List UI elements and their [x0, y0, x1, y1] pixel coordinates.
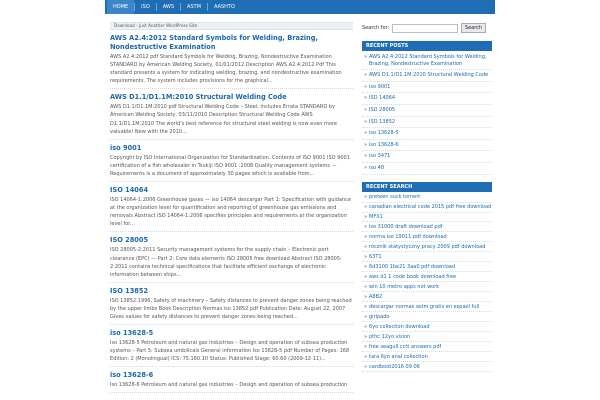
- bullet-icon: »: [363, 153, 368, 160]
- sidebar-link-label[interactable]: ISO 14064: [369, 95, 396, 102]
- sidebar-link-item[interactable]: [362, 262, 492, 272]
- sidebar-link-item[interactable]: [362, 362, 492, 372]
- sidebar-link-label[interactable]: tara 6yo anal collection: [369, 353, 428, 360]
- bullet-icon: »: [363, 83, 368, 90]
- bullet-icon: »: [363, 283, 368, 290]
- sidebar-link-label[interactable]: iso 31000 draft download pdf: [369, 223, 443, 230]
- sidebar-link-label[interactable]: rocznik statystyczny pracy 2009 pdf download: [369, 243, 486, 250]
- bullet-icon: »: [363, 293, 368, 300]
- sidebar: [362, 22, 492, 372]
- bullet-icon: »: [363, 343, 368, 350]
- sidebar-link-label[interactable]: 6yo collection download: [369, 323, 430, 330]
- bullet-icon: »: [363, 193, 368, 200]
- post-title-link[interactable]: ISO 14064: [110, 186, 149, 195]
- bullet-icon: »: [363, 106, 368, 113]
- post-title-link[interactable]: iso 13628-5: [110, 329, 154, 338]
- bullet-icon: »: [363, 54, 368, 60]
- bullet-icon: »: [363, 363, 368, 370]
- post-title-link[interactable]: ISO 28005: [110, 236, 149, 245]
- post-excerpt: AWS A2.4:2012 pdf Standard Symbols for Welding, Brazing, Nondestructive Examination STANDARD by American Welding Society, 01/01/2012 Description AWS A2.4:2012 Pdf This standard presents a system for indicating welding, brazing, and nondestructive examination requirements. The system includes provisions for the graphical...: [110, 53, 353, 89]
- bullet-icon: »: [363, 213, 368, 220]
- post: [110, 34, 353, 89]
- post-excerpt: ISO 13852:1996, Safety of machinery – Safety distances to prevent danger zones being reached by the upper limbs Book Description Normas iso 13852 pdf Publication Date: August 22, 2007 Gives values for safety distances to prevent danger zones being reached...: [110, 297, 353, 325]
- bullet-icon: »: [363, 72, 368, 79]
- post: [110, 144, 353, 182]
- sidebar-link-item[interactable]: [362, 140, 492, 152]
- sidebar-link-item[interactable]: [362, 232, 492, 242]
- bullet-icon: »: [363, 130, 368, 137]
- search-input[interactable]: [392, 24, 458, 33]
- post: [110, 371, 353, 393]
- sidebar-link-item[interactable]: [362, 222, 492, 232]
- sidebar-link-label[interactable]: ISO 13852: [369, 118, 396, 125]
- post-title-link[interactable]: ISO 13852: [110, 286, 149, 295]
- sidebar-link-item[interactable]: [362, 117, 492, 129]
- nav-astm[interactable]: ASTM: [187, 4, 201, 10]
- nav-home[interactable]: HOME: [107, 0, 134, 14]
- post-excerpt: ISO 14064-1:2006 Greenhouse gases — iso 14064 descargar Part 1: Specification with guidance at the organization level for quantification and reporting of greenhouse gas emissions and removals Abstract ISO 14064-1:2006 specifies principles and requirements at the organization level for...: [110, 196, 353, 232]
- sidebar-link-label[interactable]: A8B2: [369, 293, 383, 300]
- post-title-link[interactable]: iso 13628-6: [110, 371, 154, 380]
- sidebar-link-item[interactable]: [362, 322, 492, 332]
- sidebar-link-label[interactable]: ISO 28005: [369, 106, 396, 113]
- sidebar-link-label[interactable]: win 10 metro apps not work: [369, 283, 440, 290]
- sidebar-link-item[interactable]: [362, 193, 492, 203]
- sidebar-link-item[interactable]: [362, 352, 492, 362]
- sidebar-link-label[interactable]: AWS D1.1/D1.1M:2010 Structural Welding Code: [369, 72, 489, 79]
- sidebar-link-item[interactable]: [362, 252, 492, 262]
- sidebar-link-item[interactable]: [362, 213, 492, 223]
- bullet-icon: »: [363, 164, 368, 171]
- bullet-icon: »: [363, 303, 368, 310]
- bullet-icon: »: [363, 273, 368, 280]
- sidebar-link-item[interactable]: [362, 302, 492, 312]
- search-label: Search for:: [362, 25, 390, 31]
- recent-search-title: RECENT SEARCH: [362, 182, 492, 192]
- bullet-icon: »: [363, 333, 368, 340]
- sidebar-link-item[interactable]: [362, 128, 492, 140]
- sidebar-link-item[interactable]: [362, 52, 492, 70]
- sidebar-link-item[interactable]: [362, 312, 492, 322]
- sidebar-link-item[interactable]: [362, 292, 492, 302]
- bullet-icon: »: [363, 243, 368, 250]
- post-excerpt: ISO 28005-2:2011 Security management systems for the supply chain – Electronic port clearance (EPC) — Part 2: Core data elements ISO 28005 free download Abstract ISO 28005-2:2011 contains technical specifications that facilitate efficient exchange of electronic information between ships...: [110, 246, 353, 282]
- bullet-icon: »: [363, 233, 368, 240]
- post-excerpt: AWS D1.1/D1.1M:2010 pdf Structural Welding Code – Steel, Includes Errata STANDARD by American Welding Society, 03/11/2010 Description Structural Welding Code AWS D1.1/D1.1M:2010 The world's best reference for structural steel welding is now even more valuable! New with the 2010...: [110, 103, 353, 139]
- sidebar-link-item[interactable]: [362, 332, 492, 342]
- sidebar-link-item[interactable]: [362, 272, 492, 282]
- bullet-icon: »: [363, 118, 368, 125]
- post-excerpt: Iso 13628-5 Petroleum and natural gas industries – Design and operation of subsea production systems – Part 5: Subsea umbilicals General information Iso 13628-5 pdf Number of Pages: 168 Edition: 2 (Monolingual) ICS: 75.180.10 Status: Published Stage: 60.60 (2009-12-11)...: [110, 339, 353, 367]
- sidebar-link-label[interactable]: preteen suck torrent: [369, 193, 421, 200]
- bullet-icon: »: [363, 313, 368, 320]
- sidebar-link-item[interactable]: [362, 93, 492, 105]
- sidebar-link-item[interactable]: [362, 242, 492, 252]
- sidebar-link-label[interactable]: iso 48: [369, 164, 385, 171]
- bullet-icon: »: [363, 95, 368, 102]
- post-title-link[interactable]: AWS A2.4:2012 Standard Symbols for Welding, Brazing, Nondestructive Examination: [110, 34, 318, 51]
- post-excerpt: Copyright by ISO International Organization for Standardization. Contents of ISO 9001 ISO 9001 certification of a fish wholesaler in Tsukiji ISO 9001 :2008 Quality management systems — Requirements is a document of approximately 30 pages which is available from...: [110, 154, 353, 182]
- bullet-icon: »: [363, 253, 368, 260]
- sidebar-link-label[interactable]: AWS A2.4:2012 Standard Symbols for Welding, Brazing, Nondestructive Examination: [369, 54, 487, 67]
- post: [110, 186, 353, 232]
- sidebar-link-label[interactable]: pthc 12yo vision: [369, 333, 411, 340]
- bullet-icon: »: [363, 203, 368, 210]
- sidebar-link-label[interactable]: aws d1 1 code book download free: [369, 273, 457, 280]
- recent-posts-title: RECENT POSTS: [362, 41, 492, 51]
- sidebar-link-label[interactable]: iso 13628-5: [369, 130, 399, 137]
- sidebar-link-label[interactable]: 6d3100 1be21 3aa0 pdf download: [369, 263, 456, 270]
- sidebar-link-label[interactable]: free seagull cctt answers pdf: [369, 343, 442, 350]
- sidebar-link-item[interactable]: [362, 70, 492, 82]
- sidebar-link-item[interactable]: [362, 203, 492, 213]
- post: [110, 329, 353, 367]
- recent-search-list: [362, 193, 492, 373]
- sidebar-link-item[interactable]: [362, 105, 492, 117]
- sidebar-link-item[interactable]: [362, 342, 492, 352]
- sidebar-link-label[interactable]: MFX1: [369, 213, 383, 220]
- main-content: [110, 22, 353, 393]
- sidebar-link-label[interactable]: girlpado: [369, 313, 390, 320]
- bullet-icon: »: [363, 263, 368, 270]
- sidebar-link-item[interactable]: [362, 282, 492, 292]
- bullet-icon: »: [363, 223, 368, 230]
- sidebar-link-label[interactable]: iso 9001: [369, 83, 391, 90]
- sidebar-link-label[interactable]: norma iso 19011 pdf download: [369, 233, 447, 240]
- nav-aws[interactable]: AWS: [162, 4, 175, 10]
- sidebar-link-label[interactable]: 63T1: [369, 253, 382, 260]
- sidebar-link-label[interactable]: descargar normas astm gratis en espaol full: [369, 303, 480, 310]
- bullet-icon: »: [363, 323, 368, 330]
- sidebar-link-label[interactable]: canadian electrical code 2015 pdf free download: [369, 203, 492, 210]
- nav-aashto[interactable]: AASHTO: [214, 4, 235, 10]
- recent-posts-list: [362, 52, 492, 175]
- post-title-link[interactable]: iso 9001: [110, 143, 142, 152]
- search-button[interactable]: Search: [461, 23, 486, 33]
- post: [110, 236, 353, 282]
- search-form: [362, 22, 492, 34]
- bullet-icon: »: [363, 141, 368, 148]
- post: [110, 93, 353, 139]
- post-excerpt: Iso 13628-6 Petroleum and natural gas industries – Design and operation of subsea production: [110, 381, 353, 393]
- sidebar-link-label[interactable]: iso 3471: [369, 153, 391, 160]
- post-title-link[interactable]: AWS D1.1/D1.1M:2010 Structural Welding Code: [110, 93, 287, 102]
- nav-iso[interactable]: ISO: [141, 4, 150, 10]
- main-nav: [107, 0, 241, 14]
- sidebar-link-label[interactable]: iso 13628-6: [369, 141, 399, 148]
- page-container: [105, 14, 495, 400]
- sidebar-link-item[interactable]: [362, 151, 492, 163]
- breadcrumb: Download - Just Another WordPress Site: [110, 22, 353, 30]
- post: [110, 287, 353, 325]
- sidebar-link-item[interactable]: [362, 82, 492, 94]
- bullet-icon: »: [363, 353, 368, 360]
- sidebar-link-label[interactable]: cardboot2016 09 06: [369, 363, 420, 370]
- sidebar-link-item[interactable]: [362, 163, 492, 175]
